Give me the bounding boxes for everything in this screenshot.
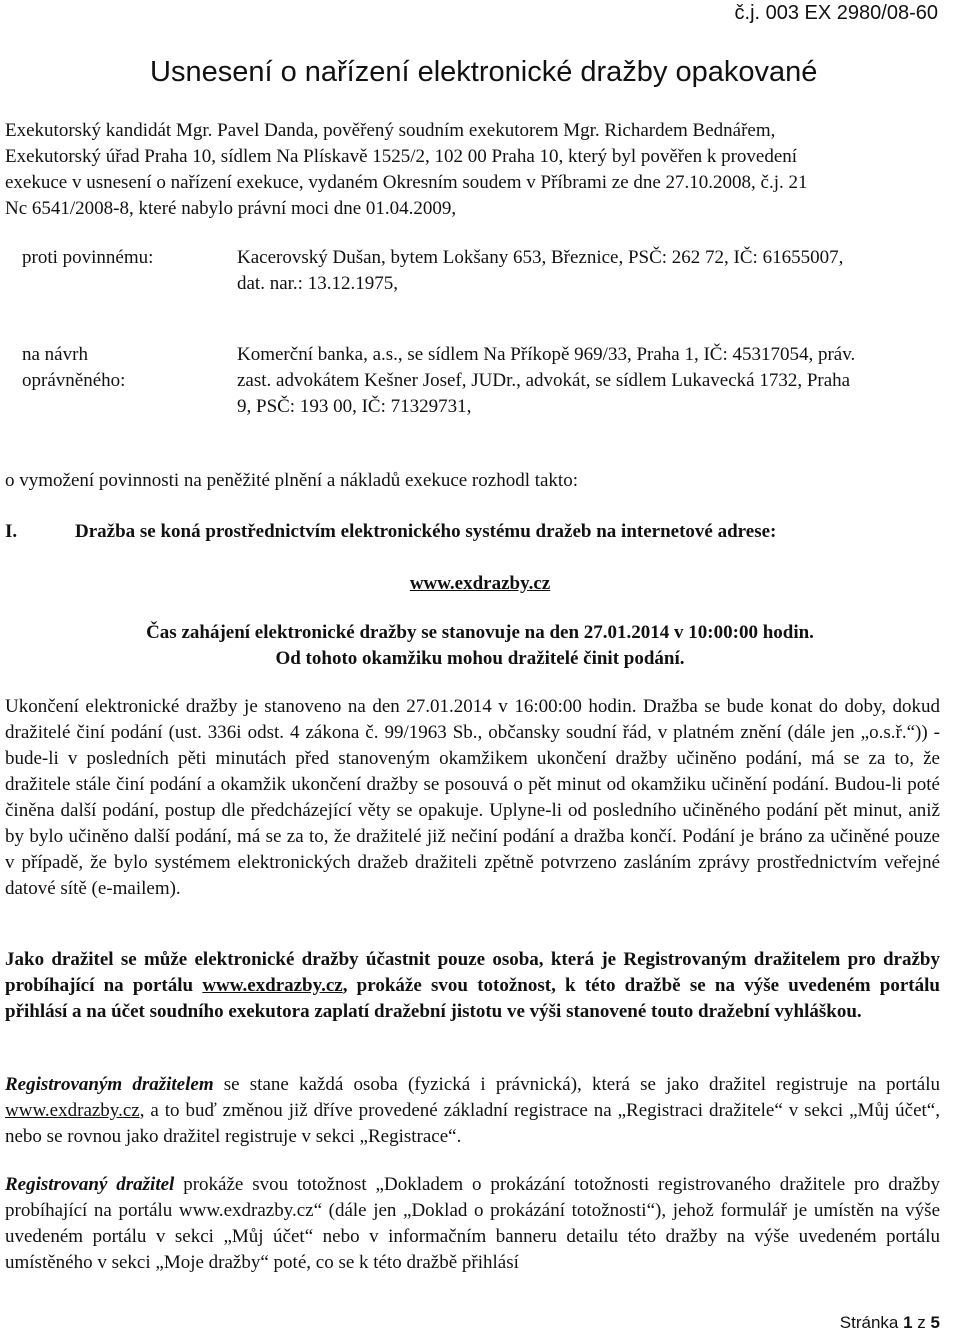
decision-intro: o vymožení povinnosti na peněžité plnění a nákladů exekuce rozhodl takto: [5,470,578,491]
identity-proof-paragraph [5,1172,940,1276]
creditor-details-line-1: Komerční banka, a.s., se sídlem Na Příkopě 969/33, Praha 1, IČ: 45317054, práv. [237,344,856,365]
auction-end-paragraph: Ukončení elektronické dražby je stanoveno na den 27.01.2014 v 16:00:00 hodin. Dražba se bude konat do doby, dokud dražitelé činí podání (ust. 336i odst. 4 zákona č. 99/1963 Sb., občansky soudní řád, v platném znění (dále jen „o.s.ř.“)) - bude-li v posledních pěti minutách před stanoveným okamžikem ukončení dražby učiněno podání, má se za to, že dražitele stále činí podání a okamžik ukončení dražby se posouvá o pět minut od okamžiku učinění podání. Budou-li poté činěna další podání, postup dle předcházející věty se opakuje. Uplyne-li od posledního učiněného podání pět minut, aniž by bylo učiněno další podání, má se za to, že dražitelé již nečiní podání a dražba končí. Podání je bráno za učiněné pouze v případě, že bylo systémem elektronických dražeb dražiteli zpětně potvrzeno zasláním zprávy prostřednictvím veřejné datové sítě (e-mailem). [5,696,940,899]
section-1-heading: Dražba se koná prostřednictvím elektronického systému dražeb na internetové adrese: [75,521,777,542]
bidder-eligibility-text: Jako dražitel se může elektronické dražby účastnit pouze osoba, která je Registrovaným dražitelem pro dražby probíhající na portálu [5,949,940,996]
auction-portal-url[interactable]: www.exdrazby.cz [409,573,551,594]
page-footer [840,1313,940,1333]
debtor-details-line-1: Kacerovský Dušan, bytem Lokšany 653, Březnice, PSČ: 262 72, IČ: 61655007, [237,247,844,268]
intro-line-3: exekuce v usnesení o nařízení exekuce, vydaném Okresním soudem v Příbrami ze dne 27.10.2008, č.j. 21 [5,172,808,193]
footer-prefix: Stránka [839,1313,904,1332]
debtor-details-line-2: dat. nar.: 13.12.1975, [237,273,398,294]
current-page-number: 1 [903,1313,913,1332]
identity-proof-text: prokáže svou totožnost „Dokladem o prokázání totožnosti registrovaného dražitele pro dražby probíhající na portálu www.exdrazby.cz“ (dále jen „Doklad o prokázání totožnosti“), jehož formulář je umístěn na výše uvedeném portálu v sekci „Můj účet“ nebo v informačním banneru detailu této dražby na výše uvedeném portálu umístěného v sekci „Moje dražby“ poté, co se k této dražbě přihlásí [5,1174,940,1273]
registered-bidder-text-continued: , a to buď změnou již dříve provedené základní registrace na „Registraci dražitele“ v sekci „Můj účet“, nebo se rovnou jako dražitel registruje v sekci „Registrace“. [5,1100,940,1147]
creditor-label-line-1: na návrh [22,344,88,365]
registered-portal-link[interactable]: www.exdrazby.cz [5,1100,140,1121]
creditor-details-line-3: 9, PSČ: 193 00, IČ: 71329731, [237,396,472,417]
section-1-numeral: I. [5,521,18,542]
debtor-label: proti povinnému: [22,247,154,268]
registered-bidder-term-2: Registrovaný dražitel [5,1174,175,1195]
intro-line-1: Exekutorský kandidát Mgr. Pavel Danda, pověřený soudním exekutorem Mgr. Richardem Bednářem, [5,120,776,141]
bidder-portal-link[interactable]: www.exdrazby.cz [202,975,343,996]
bidding-start-notice: Od tohoto okamžiku mohou dražitelé činit podání. [275,648,685,669]
creditor-details-line-2: zast. advokátem Kešner Josef, JUDr., advokát, se sídlem Lukavecká 1732, Praha [237,370,851,391]
document-reference-number: č.j. 003 EX 2980/08-60 [734,2,938,24]
registered-bidder-term: Registrovaným dražitelem [5,1074,214,1095]
auction-start-time: Čas zahájení elektronické dražby se stanovuje na den 27.01.2014 v 10:00:00 hodin. [146,622,814,643]
total-pages: 5 [930,1313,940,1332]
registered-bidder-paragraph [5,1072,940,1150]
creditor-label-line-2: oprávněného: [22,370,126,391]
document-title: Usnesení o nařízení elektronické dražby opakované [150,56,818,88]
registered-bidder-text: se stane každá osoba (fyzická i právnická), která se jako dražitel registruje na portálu [213,1074,940,1095]
bidder-eligibility-text-continued: , prokáže svou totožnost, k této dražbě se na výše uvedeném portálu přihlásí a na účet soudního exekutora zaplatí dražební jistotu ve výši stanovené touto dražební vyhláškou. [5,975,940,1022]
bidder-eligibility-paragraph [5,947,940,1025]
footer-separator: z [912,1313,931,1332]
intro-line-4: Nc 6541/2008-8, které nabylo právní moci dne 01.04.2009, [5,198,457,219]
intro-line-2: Exekutorský úřad Praha 10, sídlem Na Plískavě 1525/2, 102 00 Praha 10, který byl pověřen k provedení [5,146,798,167]
